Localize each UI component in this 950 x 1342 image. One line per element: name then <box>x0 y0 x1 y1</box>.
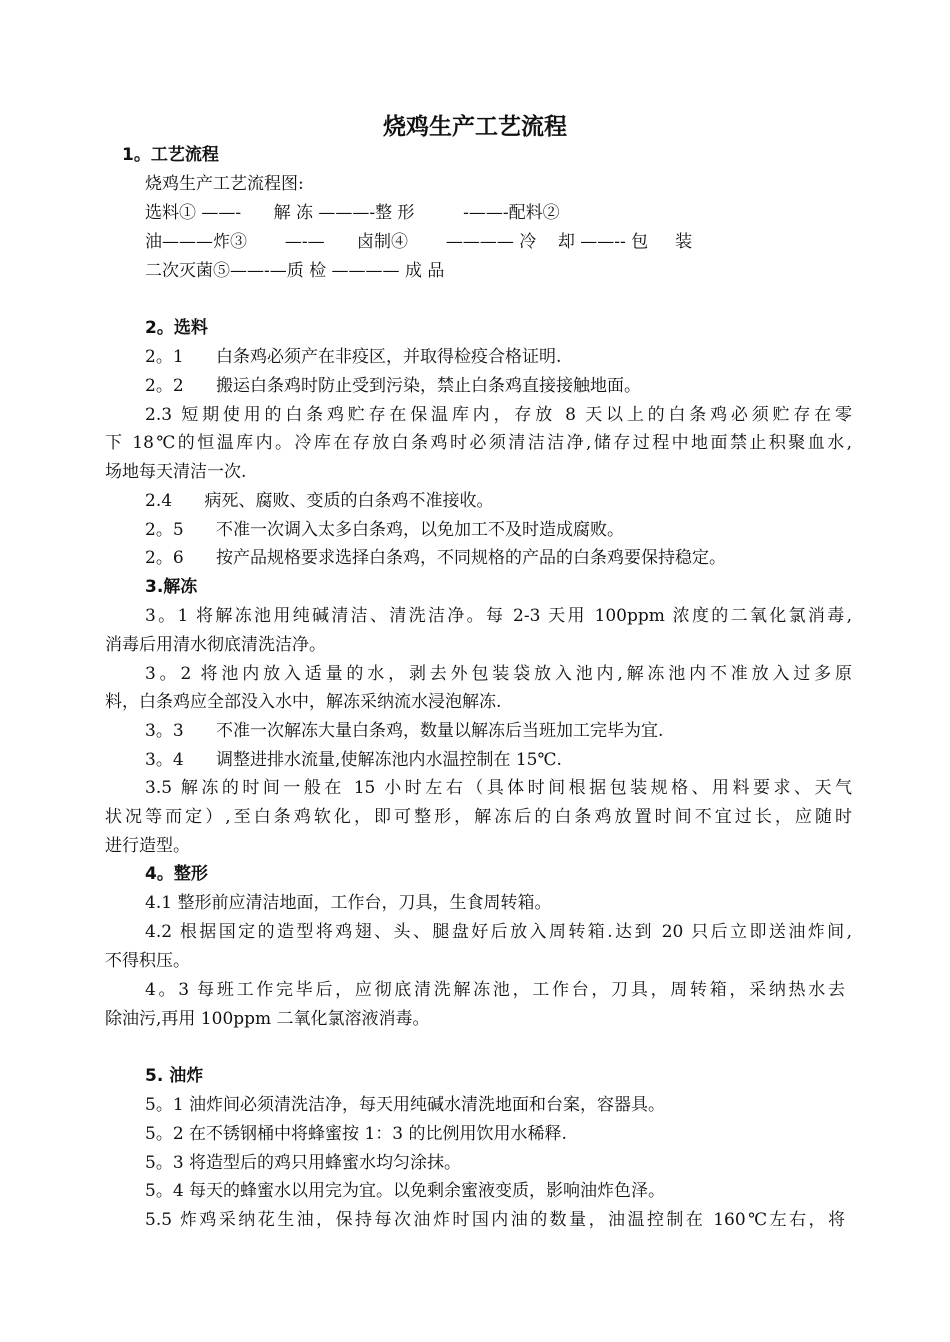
paragraph-line: 3。1 将解冻池用纯碱清洁、清洗洁净。每 2-3 天用 100ppm 浓度的二氧化氯消毒, <box>145 606 852 626</box>
paragraph-line: 5。2 在不锈钢桶中将蜂蜜按 1：3 的比例用饮用水稀释. <box>145 1124 567 1144</box>
paragraph-line: 不得积压。 <box>105 951 190 971</box>
paragraph-line: 4.2 根据国定的造型将鸡翅、头、腿盘好后放入周转箱.达到 20 只后立即送油炸间, <box>145 922 852 942</box>
paragraph-line: 状况等而定）,至白条鸡软化，即可整形，解冻后的白条鸡放置时间不宜过长，应随时 <box>105 807 852 827</box>
paragraph-line: 3。3 不准一次解冻大量白条鸡，数量以解冻后当班加工完毕为宜. <box>145 721 664 741</box>
paragraph-line: 4.1 整形前应清洁地面，工作台，刀具，生食周转箱。 <box>145 893 552 913</box>
paragraph-line: 场地每天清洁一次. <box>105 462 247 482</box>
flowchart-line: 选料① ——- 解 冻 ———-整 形 -——-配料② <box>145 203 560 223</box>
section-heading: 1。工艺流程 <box>122 145 219 165</box>
flowchart-line: 油———炸③ —-— 卤制④ ———— 冷 却 ——-- 包 装 <box>145 232 693 252</box>
section-heading: 4。整形 <box>145 864 208 884</box>
paragraph-line: 除油污,再用 100ppm 二氧化氯溶液消毒。 <box>105 1009 430 1029</box>
paragraph-line: 5。4 每天的蜂蜜水以用完为宜。以免剩余蜜液变质，影响油炸色泽。 <box>145 1181 666 1201</box>
section-heading: 2。选料 <box>145 318 208 338</box>
paragraph-line: 烧鸡生产工艺流程图: <box>145 174 304 194</box>
flowchart-line: 二次灭菌⑤——-—质 检 ———— 成 品 <box>145 261 445 281</box>
paragraph-line: 4。3 每班工作完毕后，应彻底清洗解冻池，工作台，刀具，周转箱，采纳热水去 <box>145 980 845 1000</box>
page-title: 烧鸡生产工艺流程 <box>383 114 567 140</box>
paragraph-line: 3。4 调整进排水流量,使解冻池内水温控制在 15℃. <box>145 750 562 770</box>
paragraph-line: 5。1 油炸间必须清洗洁净，每天用纯碱水清洗地面和台案，容器具。 <box>145 1095 666 1115</box>
paragraph-line: 5.5 炸鸡采纳花生油，保持每次油炸时国内油的数量，油温控制在 160℃左右，将 <box>145 1210 845 1230</box>
section-heading: 3.解冻 <box>145 577 198 597</box>
paragraph-line: 消毒后用清水彻底清洗洁净。 <box>105 635 326 655</box>
paragraph-line: 下 18℃的恒温库内。冷库在存放白条鸡时必须清洁洁净,储存过程中地面禁止积聚血水, <box>105 433 852 453</box>
paragraph-line: 2。5 不准一次调入太多白条鸡，以免加工不及时造成腐败。 <box>145 520 625 540</box>
paragraph-line: 3.5 解冻的时间一般在 15 小时左右（具体时间根据包装规格、用料要求、天气 <box>145 778 852 798</box>
paragraph-line: 料，白条鸡应全部没入水中，解冻采纳流水浸泡解冻. <box>105 692 502 712</box>
section-heading: 5. 油炸 <box>145 1066 204 1086</box>
paragraph-line: 2。2 搬运白条鸡时防止受到污染，禁止白条鸡直接接触地面。 <box>145 376 642 396</box>
paragraph-line: 进行造型。 <box>105 836 190 856</box>
paragraph-line: 5。3 将造型后的鸡只用蜂蜜水均匀涂抹。 <box>145 1153 462 1173</box>
paragraph-line: 2.4 病死、腐败、变质的白条鸡不准接收。 <box>145 491 494 511</box>
paragraph-line: 3。2 将池内放入适量的水，剥去外包装袋放入池内,解冻池内不准放入过多原 <box>145 664 852 684</box>
paragraph-line: 2。1 白条鸡必须产在非疫区，并取得检疫合格证明. <box>145 347 562 367</box>
paragraph-line: 2。6 按产品规格要求选择白条鸡，不同规格的产品的白条鸡要保持稳定。 <box>145 548 727 568</box>
paragraph-line: 2.3 短期使用的白条鸡贮存在保温库内，存放 8 天以上的白条鸡必须贮存在零 <box>145 405 852 425</box>
